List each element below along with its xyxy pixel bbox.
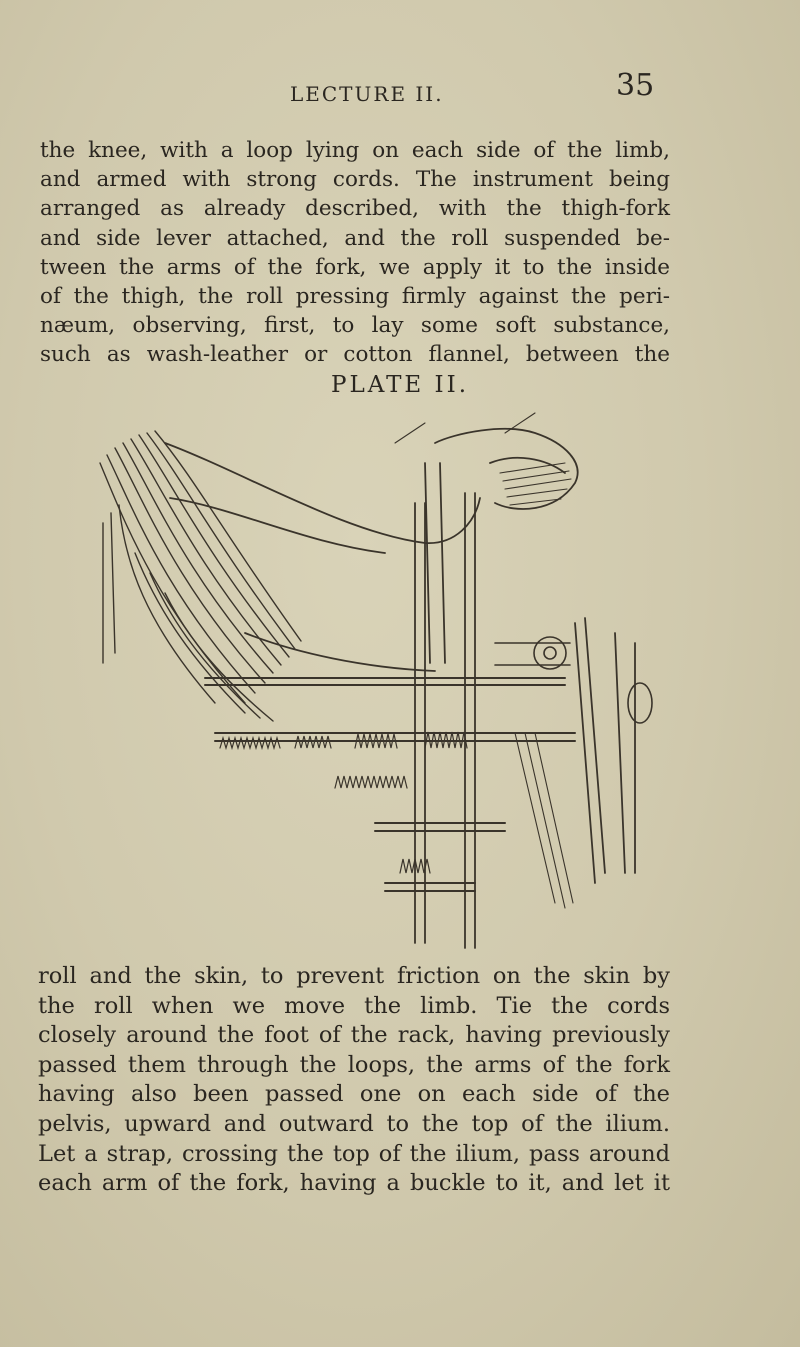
vertical-supports bbox=[415, 463, 635, 948]
text-line: næum, observing, first, to lay some soft substance, bbox=[40, 313, 670, 339]
text-line: arranged as already described, with the thigh-fork bbox=[40, 196, 670, 222]
page-header bbox=[0, 68, 800, 108]
paragraph-bottom bbox=[38, 962, 670, 1199]
ratchet-teeth bbox=[220, 732, 467, 873]
plate-caption: PLATE II. bbox=[330, 372, 470, 398]
text-line: having also been passed one on each side of the bbox=[38, 1081, 670, 1108]
text-line: Let a strap, crossing the top of the ilium, pass around bbox=[38, 1140, 670, 1167]
paragraph-top bbox=[40, 136, 670, 370]
text-line: passed them through the loops, the arms of the fork bbox=[38, 1051, 670, 1078]
text-line: closely around the foot of the rack, having previously bbox=[38, 1022, 670, 1049]
text-line: and side lever attached, and the roll suspended be- bbox=[40, 225, 670, 251]
text-line: such as wash-leather or cotton flannel, between the bbox=[40, 342, 670, 368]
text-line: roll and the skin, to prevent friction on the skin by bbox=[38, 963, 670, 989]
running-head: LECTURE II. bbox=[290, 82, 444, 106]
text-line: of the thigh, the roll pressing firmly against the peri- bbox=[40, 284, 670, 310]
text-line: each arm of the fork, having a buckle to it, and let it bbox=[38, 1170, 670, 1197]
text-line: and armed with strong cords. The instrument being bbox=[40, 167, 670, 193]
text-line: pelvis, upward and outward to the top of the ilium. bbox=[38, 1110, 670, 1137]
lever-wheel bbox=[495, 637, 652, 723]
plate-illustration bbox=[95, 403, 655, 958]
text-line: tween the arms of the fork, we apply it to the inside bbox=[40, 254, 670, 280]
text-line: the roll when we move the limb. Tie the cords bbox=[38, 992, 670, 1019]
text-line: the knee, with a loop lying on each side of the limb, bbox=[40, 138, 670, 163]
limb-outline bbox=[165, 429, 578, 671]
right-strokes bbox=[395, 413, 573, 908]
page-number: 35 bbox=[616, 68, 655, 103]
